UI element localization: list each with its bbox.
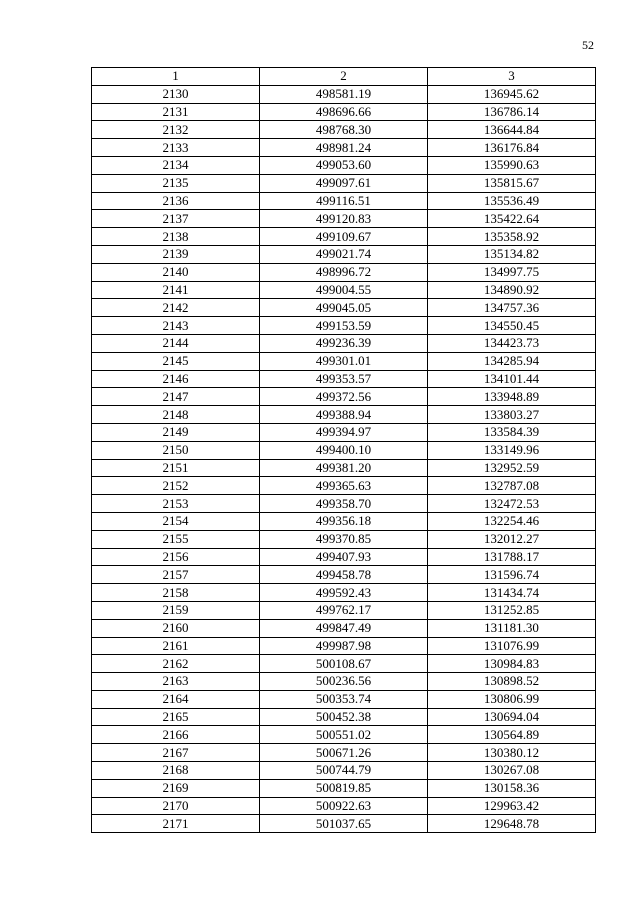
table-cell-col-3: 130806.99 (428, 690, 596, 708)
table-row (92, 708, 596, 726)
table-cell-col-1: 2154 (92, 512, 260, 530)
table-cell-col-3: 134757.36 (428, 299, 596, 317)
table-cell-col-2: 499847.49 (260, 619, 428, 637)
table-row (92, 548, 596, 566)
table-row (92, 459, 596, 477)
table-cell-col-3: 134101.44 (428, 370, 596, 388)
table-row (92, 673, 596, 691)
table-cell-col-3: 131434.74 (428, 584, 596, 602)
table-cell-col-1: 2130 (92, 85, 260, 103)
table-cell-col-3: 133948.89 (428, 388, 596, 406)
table-cell-col-2: 500551.02 (260, 726, 428, 744)
table-cell-col-1: 2136 (92, 192, 260, 210)
table-row (92, 352, 596, 370)
table-row (92, 370, 596, 388)
table-cell-col-1: 2168 (92, 762, 260, 780)
table-cell-col-2: 499153.59 (260, 317, 428, 335)
table-cell-col-3: 131181.30 (428, 619, 596, 637)
table-cell-col-2: 499045.05 (260, 299, 428, 317)
table-cell-col-2: 499097.61 (260, 174, 428, 192)
table-cell-col-3: 132472.53 (428, 495, 596, 513)
table-cell-col-1: 2131 (92, 103, 260, 121)
table-cell-col-1: 2135 (92, 174, 260, 192)
table-cell-col-2: 498981.24 (260, 139, 428, 157)
table-cell-col-1: 2170 (92, 797, 260, 815)
table-row (92, 334, 596, 352)
table-cell-col-3: 131252.85 (428, 601, 596, 619)
table-cell-col-3: 131788.17 (428, 548, 596, 566)
table-cell-col-3: 132787.08 (428, 477, 596, 495)
table-row (92, 584, 596, 602)
table-cell-col-2: 498581.19 (260, 85, 428, 103)
table-cell-col-3: 134550.45 (428, 317, 596, 335)
column-header-1: 1 (92, 68, 260, 86)
table-row (92, 619, 596, 637)
table-cell-col-3: 135990.63 (428, 156, 596, 174)
table-cell-col-1: 2163 (92, 673, 260, 691)
table-cell-col-2: 500236.56 (260, 673, 428, 691)
table-cell-col-3: 132012.27 (428, 530, 596, 548)
table-cell-col-1: 2147 (92, 388, 260, 406)
table-row (92, 637, 596, 655)
table-cell-col-2: 498768.30 (260, 121, 428, 139)
table-cell-col-1: 2138 (92, 228, 260, 246)
table-cell-col-3: 130267.08 (428, 762, 596, 780)
table-cell-col-2: 499021.74 (260, 245, 428, 263)
table-row (92, 779, 596, 797)
table-cell-col-3: 130380.12 (428, 744, 596, 762)
table-cell-col-1: 2166 (92, 726, 260, 744)
table-row (92, 299, 596, 317)
table-cell-col-2: 498996.72 (260, 263, 428, 281)
table-cell-col-3: 130158.36 (428, 779, 596, 797)
table-cell-col-2: 499236.39 (260, 334, 428, 352)
table-cell-col-2: 499372.56 (260, 388, 428, 406)
table-cell-col-3: 135134.82 (428, 245, 596, 263)
page-number: 52 (582, 38, 594, 52)
table-row (92, 85, 596, 103)
table-cell-col-1: 2159 (92, 601, 260, 619)
table-cell-col-3: 135815.67 (428, 174, 596, 192)
table-cell-col-3: 136176.84 (428, 139, 596, 157)
table-cell-col-1: 2146 (92, 370, 260, 388)
table-cell-col-1: 2167 (92, 744, 260, 762)
table-cell-col-3: 132254.46 (428, 512, 596, 530)
table-cell-col-2: 499394.97 (260, 423, 428, 441)
table-cell-col-2: 500108.67 (260, 655, 428, 673)
table-cell-col-1: 2134 (92, 156, 260, 174)
table-cell-col-1: 2145 (92, 352, 260, 370)
table-cell-col-2: 499358.70 (260, 495, 428, 513)
table-row (92, 139, 596, 157)
table-cell-col-2: 500922.63 (260, 797, 428, 815)
table-row (92, 690, 596, 708)
table-cell-col-1: 2149 (92, 423, 260, 441)
table-cell-col-1: 2141 (92, 281, 260, 299)
column-header-2: 2 (260, 68, 428, 86)
table-cell-col-2: 500819.85 (260, 779, 428, 797)
table-row (92, 263, 596, 281)
table-cell-col-2: 499120.83 (260, 210, 428, 228)
table-row (92, 441, 596, 459)
table-cell-col-3: 130564.89 (428, 726, 596, 744)
table-cell-col-3: 129963.42 (428, 797, 596, 815)
table-cell-col-3: 131076.99 (428, 637, 596, 655)
table-cell-col-1: 2160 (92, 619, 260, 637)
table-cell-col-1: 2137 (92, 210, 260, 228)
table-cell-col-3: 130984.83 (428, 655, 596, 673)
table-row (92, 423, 596, 441)
table-row (92, 477, 596, 495)
table-cell-col-2: 499301.01 (260, 352, 428, 370)
table-cell-col-1: 2161 (92, 637, 260, 655)
table-cell-col-1: 2139 (92, 245, 260, 263)
table-cell-col-3: 135536.49 (428, 192, 596, 210)
table-cell-col-3: 130694.04 (428, 708, 596, 726)
table-row (92, 228, 596, 246)
table-row (92, 281, 596, 299)
table-cell-col-3: 136945.62 (428, 85, 596, 103)
table-row (92, 388, 596, 406)
table-row (92, 512, 596, 530)
table-cell-col-2: 499004.55 (260, 281, 428, 299)
table-cell-col-3: 129648.78 (428, 815, 596, 833)
table-cell-col-2: 500353.74 (260, 690, 428, 708)
table-row (92, 744, 596, 762)
table-cell-col-1: 2162 (92, 655, 260, 673)
table-row (92, 317, 596, 335)
table-cell-col-2: 499592.43 (260, 584, 428, 602)
table-row (92, 655, 596, 673)
table-header-row (92, 68, 596, 86)
table-cell-col-2: 499762.17 (260, 601, 428, 619)
table-cell-col-3: 135422.64 (428, 210, 596, 228)
table-row (92, 815, 596, 833)
table-cell-col-2: 499388.94 (260, 406, 428, 424)
column-header-3: 3 (428, 68, 596, 86)
table-cell-col-1: 2133 (92, 139, 260, 157)
table-cell-col-1: 2153 (92, 495, 260, 513)
table-row (92, 566, 596, 584)
table-cell-col-3: 136644.84 (428, 121, 596, 139)
table-row (92, 103, 596, 121)
table-cell-col-2: 499407.93 (260, 548, 428, 566)
table-cell-col-2: 499987.98 (260, 637, 428, 655)
table-row (92, 121, 596, 139)
table-cell-col-2: 499365.63 (260, 477, 428, 495)
table-row (92, 192, 596, 210)
table-cell-col-3: 134997.75 (428, 263, 596, 281)
table-cell-col-2: 499458.78 (260, 566, 428, 584)
table-cell-col-2: 500671.26 (260, 744, 428, 762)
table-row (92, 406, 596, 424)
table-cell-col-3: 132952.59 (428, 459, 596, 477)
table-cell-col-2: 499053.60 (260, 156, 428, 174)
table-row (92, 726, 596, 744)
table-cell-col-2: 499109.67 (260, 228, 428, 246)
table-row (92, 210, 596, 228)
table-cell-col-3: 131596.74 (428, 566, 596, 584)
table-cell-col-3: 133803.27 (428, 406, 596, 424)
table-row (92, 174, 596, 192)
table-cell-col-1: 2165 (92, 708, 260, 726)
coordinates-table (91, 67, 596, 833)
table-cell-col-1: 2132 (92, 121, 260, 139)
table-cell-col-1: 2158 (92, 584, 260, 602)
table-row (92, 530, 596, 548)
table-cell-col-2: 499381.20 (260, 459, 428, 477)
table-cell-col-1: 2157 (92, 566, 260, 584)
table-cell-col-2: 500452.38 (260, 708, 428, 726)
table-cell-col-1: 2171 (92, 815, 260, 833)
table-cell-col-2: 499116.51 (260, 192, 428, 210)
table-cell-col-2: 498696.66 (260, 103, 428, 121)
table-cell-col-2: 499353.57 (260, 370, 428, 388)
table-cell-col-1: 2164 (92, 690, 260, 708)
table-row (92, 245, 596, 263)
table-cell-col-2: 499356.18 (260, 512, 428, 530)
table-cell-col-1: 2152 (92, 477, 260, 495)
table-cell-col-3: 133584.39 (428, 423, 596, 441)
table-cell-col-1: 2151 (92, 459, 260, 477)
table-cell-col-1: 2155 (92, 530, 260, 548)
table-cell-col-3: 134285.94 (428, 352, 596, 370)
table-cell-col-1: 2169 (92, 779, 260, 797)
table-cell-col-1: 2142 (92, 299, 260, 317)
table-cell-col-3: 130898.52 (428, 673, 596, 691)
table-cell-col-2: 499400.10 (260, 441, 428, 459)
table-cell-col-3: 133149.96 (428, 441, 596, 459)
table-cell-col-1: 2156 (92, 548, 260, 566)
table-row (92, 601, 596, 619)
table-cell-col-1: 2150 (92, 441, 260, 459)
table-cell-col-3: 134890.92 (428, 281, 596, 299)
table-cell-col-1: 2140 (92, 263, 260, 281)
table-cell-col-3: 136786.14 (428, 103, 596, 121)
table-cell-col-2: 501037.65 (260, 815, 428, 833)
table-cell-col-3: 135358.92 (428, 228, 596, 246)
table-cell-col-1: 2144 (92, 334, 260, 352)
table-row (92, 156, 596, 174)
table-cell-col-2: 499370.85 (260, 530, 428, 548)
table-body (92, 85, 596, 832)
table-row (92, 495, 596, 513)
table-cell-col-2: 500744.79 (260, 762, 428, 780)
table-cell-col-1: 2148 (92, 406, 260, 424)
table-cell-col-3: 134423.73 (428, 334, 596, 352)
table-row (92, 762, 596, 780)
table-cell-col-1: 2143 (92, 317, 260, 335)
table-row (92, 797, 596, 815)
